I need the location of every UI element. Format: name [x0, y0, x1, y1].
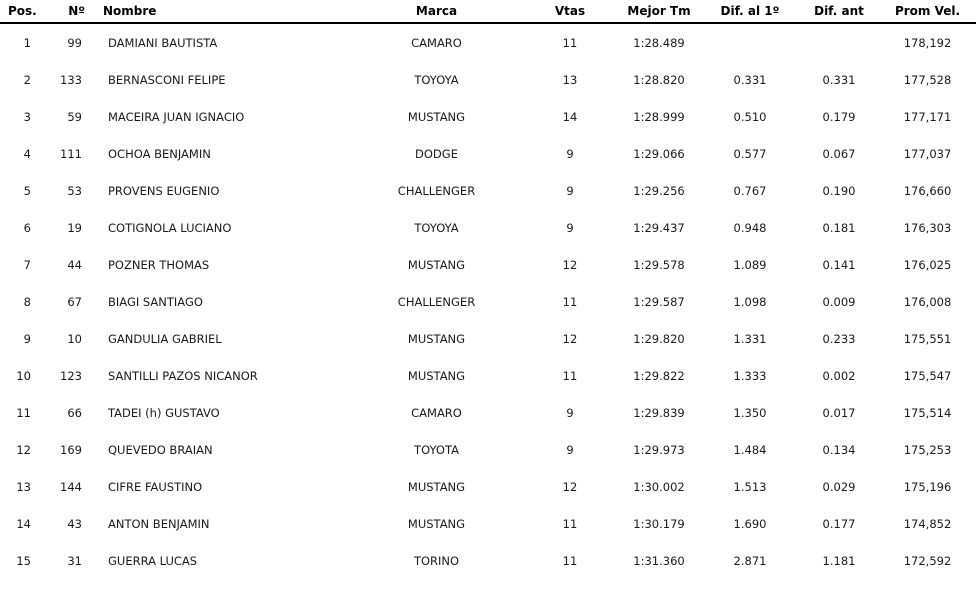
best-time-cell: 1:31.360 — [633, 553, 685, 568]
table-row — [0, 61, 976, 98]
gap-first-cell: 1.484 — [733, 442, 767, 457]
avg-speed-cell: 176,303 — [903, 220, 952, 235]
gap-prev-cell: 0.190 — [822, 183, 856, 198]
brand-cell: TORINO — [413, 553, 460, 568]
laps-cell: 9 — [566, 183, 574, 198]
avg-speed-cell: 178,192 — [903, 35, 952, 50]
brand-cell: CAMARO — [411, 35, 462, 50]
pos-cell: 7 — [23, 257, 31, 272]
gap-prev-cell: 0.233 — [822, 331, 856, 346]
number-cell: 59 — [67, 109, 82, 124]
best-time-cell: 1:29.066 — [633, 146, 685, 161]
laps-cell: 11 — [562, 294, 578, 309]
table-row — [0, 505, 976, 542]
brand-cell: DODGE — [415, 146, 458, 161]
name-cell: GANDULIA GABRIEL — [108, 331, 222, 346]
gap-prev-cell: 0.017 — [822, 405, 856, 420]
brand-cell: CHALLENGER — [397, 183, 476, 198]
laps-cell: 9 — [566, 146, 574, 161]
avg-speed-cell: 177,528 — [903, 72, 952, 87]
avg-speed-cell: 175,196 — [903, 479, 952, 494]
table-row — [0, 23, 976, 61]
table-row — [0, 357, 976, 394]
table-row — [0, 431, 976, 468]
gap-first-cell: 1.513 — [733, 479, 767, 494]
number-cell: 10 — [67, 331, 82, 346]
name-cell: MACEIRA JUAN IGNACIO — [108, 109, 245, 124]
table-row — [0, 98, 976, 135]
laps-cell: 9 — [566, 220, 574, 235]
gap-first-cell: 0.767 — [733, 183, 767, 198]
gap-prev-cell: 0.141 — [822, 257, 856, 272]
name-cell: SANTILLI PAZOS NICANOR — [108, 368, 258, 383]
pos-cell: 5 — [23, 183, 31, 198]
pos-cell: 14 — [16, 516, 31, 531]
header-gap-prev: Dif. ant — [814, 4, 864, 18]
number-cell: 123 — [60, 368, 82, 383]
gap-first-cell: 1.098 — [733, 294, 767, 309]
table-row — [0, 283, 976, 320]
pos-cell: 2 — [23, 72, 31, 87]
table-row — [0, 394, 976, 431]
laps-cell: 11 — [562, 553, 578, 568]
gap-first-cell: 0.510 — [733, 109, 767, 124]
header-brand: Marca — [415, 4, 458, 18]
gap-first-cell: 1.690 — [733, 516, 767, 531]
avg-speed-cell: 172,592 — [903, 553, 952, 568]
gap-first-cell — [701, 23, 799, 61]
avg-speed-cell: 176,025 — [903, 257, 952, 272]
pos-cell: 10 — [16, 368, 31, 383]
name-cell: BERNASCONI FELIPE — [108, 72, 226, 87]
header-gap-first: Dif. al 1º — [720, 4, 780, 18]
header-row — [0, 0, 976, 23]
best-time-cell: 1:29.822 — [633, 368, 685, 383]
name-cell: TADEI (h) GUSTAVO — [108, 405, 220, 420]
header-best-time: Mejor Tm — [627, 4, 691, 18]
number-cell: 43 — [67, 516, 82, 531]
laps-cell: 11 — [562, 516, 578, 531]
pos-cell: 12 — [16, 442, 31, 457]
name-cell: PROVENS EUGENIO — [108, 183, 220, 198]
number-cell: 144 — [60, 479, 82, 494]
brand-cell: TOYOYA — [414, 220, 459, 235]
gap-prev-cell: 0.181 — [822, 220, 856, 235]
gap-prev-cell: 0.331 — [822, 72, 856, 87]
table-row — [0, 542, 976, 579]
avg-speed-cell: 175,551 — [903, 331, 952, 346]
brand-cell: MUSTANG — [407, 109, 466, 124]
avg-speed-cell: 176,008 — [903, 294, 952, 309]
name-cell: DAMIANI BAUTISTA — [108, 35, 218, 50]
number-cell: 53 — [67, 183, 82, 198]
number-cell: 44 — [67, 257, 82, 272]
avg-speed-cell: 174,852 — [903, 516, 952, 531]
brand-cell: MUSTANG — [407, 516, 466, 531]
avg-speed-cell: 177,037 — [903, 146, 952, 161]
table-row — [0, 172, 976, 209]
gap-prev-cell: 0.009 — [822, 294, 856, 309]
table-row — [0, 320, 976, 357]
name-cell: POZNER THOMAS — [108, 257, 210, 272]
pos-cell: 13 — [16, 479, 31, 494]
pos-cell: 1 — [23, 35, 31, 50]
best-time-cell: 1:29.587 — [633, 294, 685, 309]
brand-cell: MUSTANG — [407, 257, 466, 272]
gap-prev-cell: 0.134 — [822, 442, 856, 457]
pos-cell: 11 — [16, 405, 31, 420]
best-time-cell: 1:30.002 — [633, 479, 685, 494]
pos-cell: 9 — [23, 331, 31, 346]
best-time-cell: 1:28.999 — [633, 109, 685, 124]
gap-prev-cell: 1.181 — [822, 553, 856, 568]
gap-prev-cell: 0.002 — [822, 368, 856, 383]
name-cell: BIAGI SANTIAGO — [108, 294, 203, 309]
name-cell: QUEVEDO BRAIAN — [108, 442, 213, 457]
laps-cell: 12 — [562, 257, 578, 272]
header-number: Nº — [68, 4, 85, 18]
laps-cell: 9 — [566, 442, 574, 457]
gap-first-cell: 1.333 — [733, 368, 767, 383]
gap-prev-cell: 0.029 — [822, 479, 856, 494]
number-cell: 133 — [60, 72, 82, 87]
table-row — [0, 468, 976, 505]
brand-cell: MUSTANG — [407, 368, 466, 383]
laps-cell: 11 — [562, 35, 578, 50]
laps-cell: 14 — [562, 109, 578, 124]
brand-cell: CHALLENGER — [397, 294, 476, 309]
gap-first-cell: 2.871 — [733, 553, 767, 568]
laps-cell: 11 — [562, 368, 578, 383]
avg-speed-cell: 177,171 — [903, 109, 952, 124]
header-avg-speed: Prom Vel. — [894, 4, 961, 18]
gap-first-cell: 0.331 — [733, 72, 767, 87]
table-row — [0, 209, 976, 246]
name-cell: CIFRE FAUSTINO — [108, 479, 203, 494]
gap-prev-cell: 0.177 — [822, 516, 856, 531]
gap-prev-cell — [799, 23, 879, 61]
laps-cell: 12 — [562, 479, 578, 494]
gap-first-cell: 1.089 — [733, 257, 767, 272]
gap-prev-cell: 0.179 — [822, 109, 856, 124]
results-body — [0, 23, 976, 579]
header-name: Nombre — [103, 4, 157, 18]
best-time-cell: 1:29.839 — [633, 405, 685, 420]
best-time-cell: 1:28.489 — [633, 35, 685, 50]
gap-prev-cell: 0.067 — [822, 146, 856, 161]
number-cell: 19 — [67, 220, 82, 235]
number-cell: 66 — [67, 405, 82, 420]
laps-cell: 12 — [562, 331, 578, 346]
brand-cell: MUSTANG — [407, 331, 466, 346]
pos-cell: 6 — [23, 220, 31, 235]
header-laps: Vtas — [554, 4, 586, 18]
best-time-cell: 1:28.820 — [633, 72, 685, 87]
gap-first-cell: 0.948 — [733, 220, 767, 235]
brand-cell: TOYOYA — [414, 72, 459, 87]
name-cell: GUERRA LUCAS — [108, 553, 198, 568]
avg-speed-cell: 175,514 — [903, 405, 952, 420]
pos-cell: 4 — [23, 146, 31, 161]
best-time-cell: 1:29.437 — [633, 220, 685, 235]
name-cell: ANTON BENJAMIN — [108, 516, 210, 531]
gap-first-cell: 0.577 — [733, 146, 767, 161]
avg-speed-cell: 176,660 — [903, 183, 952, 198]
brand-cell: MUSTANG — [407, 479, 466, 494]
laps-cell: 9 — [566, 405, 574, 420]
pos-cell: 8 — [23, 294, 31, 309]
brand-cell: CAMARO — [411, 405, 462, 420]
number-cell: 99 — [67, 35, 82, 50]
best-time-cell: 1:29.973 — [633, 442, 685, 457]
avg-speed-cell: 175,253 — [903, 442, 952, 457]
name-cell: COTIGNOLA LUCIANO — [108, 220, 232, 235]
gap-first-cell: 1.331 — [733, 331, 767, 346]
number-cell: 111 — [60, 146, 82, 161]
best-time-cell: 1:30.179 — [633, 516, 685, 531]
number-cell: 169 — [60, 442, 82, 457]
best-time-cell: 1:29.578 — [633, 257, 685, 272]
header-pos: Pos. — [8, 4, 37, 18]
best-time-cell: 1:29.256 — [633, 183, 685, 198]
laps-cell: 13 — [562, 72, 578, 87]
name-cell: OCHOA BENJAMIN — [108, 146, 211, 161]
brand-cell: TOYOTA — [414, 442, 459, 457]
pos-cell: 15 — [16, 553, 31, 568]
gap-first-cell: 1.350 — [733, 405, 767, 420]
number-cell: 67 — [67, 294, 82, 309]
table-row — [0, 135, 976, 172]
number-cell: 31 — [67, 553, 82, 568]
avg-speed-cell: 175,547 — [903, 368, 952, 383]
table-row — [0, 246, 976, 283]
best-time-cell: 1:29.820 — [633, 331, 685, 346]
pos-cell: 3 — [23, 109, 31, 124]
